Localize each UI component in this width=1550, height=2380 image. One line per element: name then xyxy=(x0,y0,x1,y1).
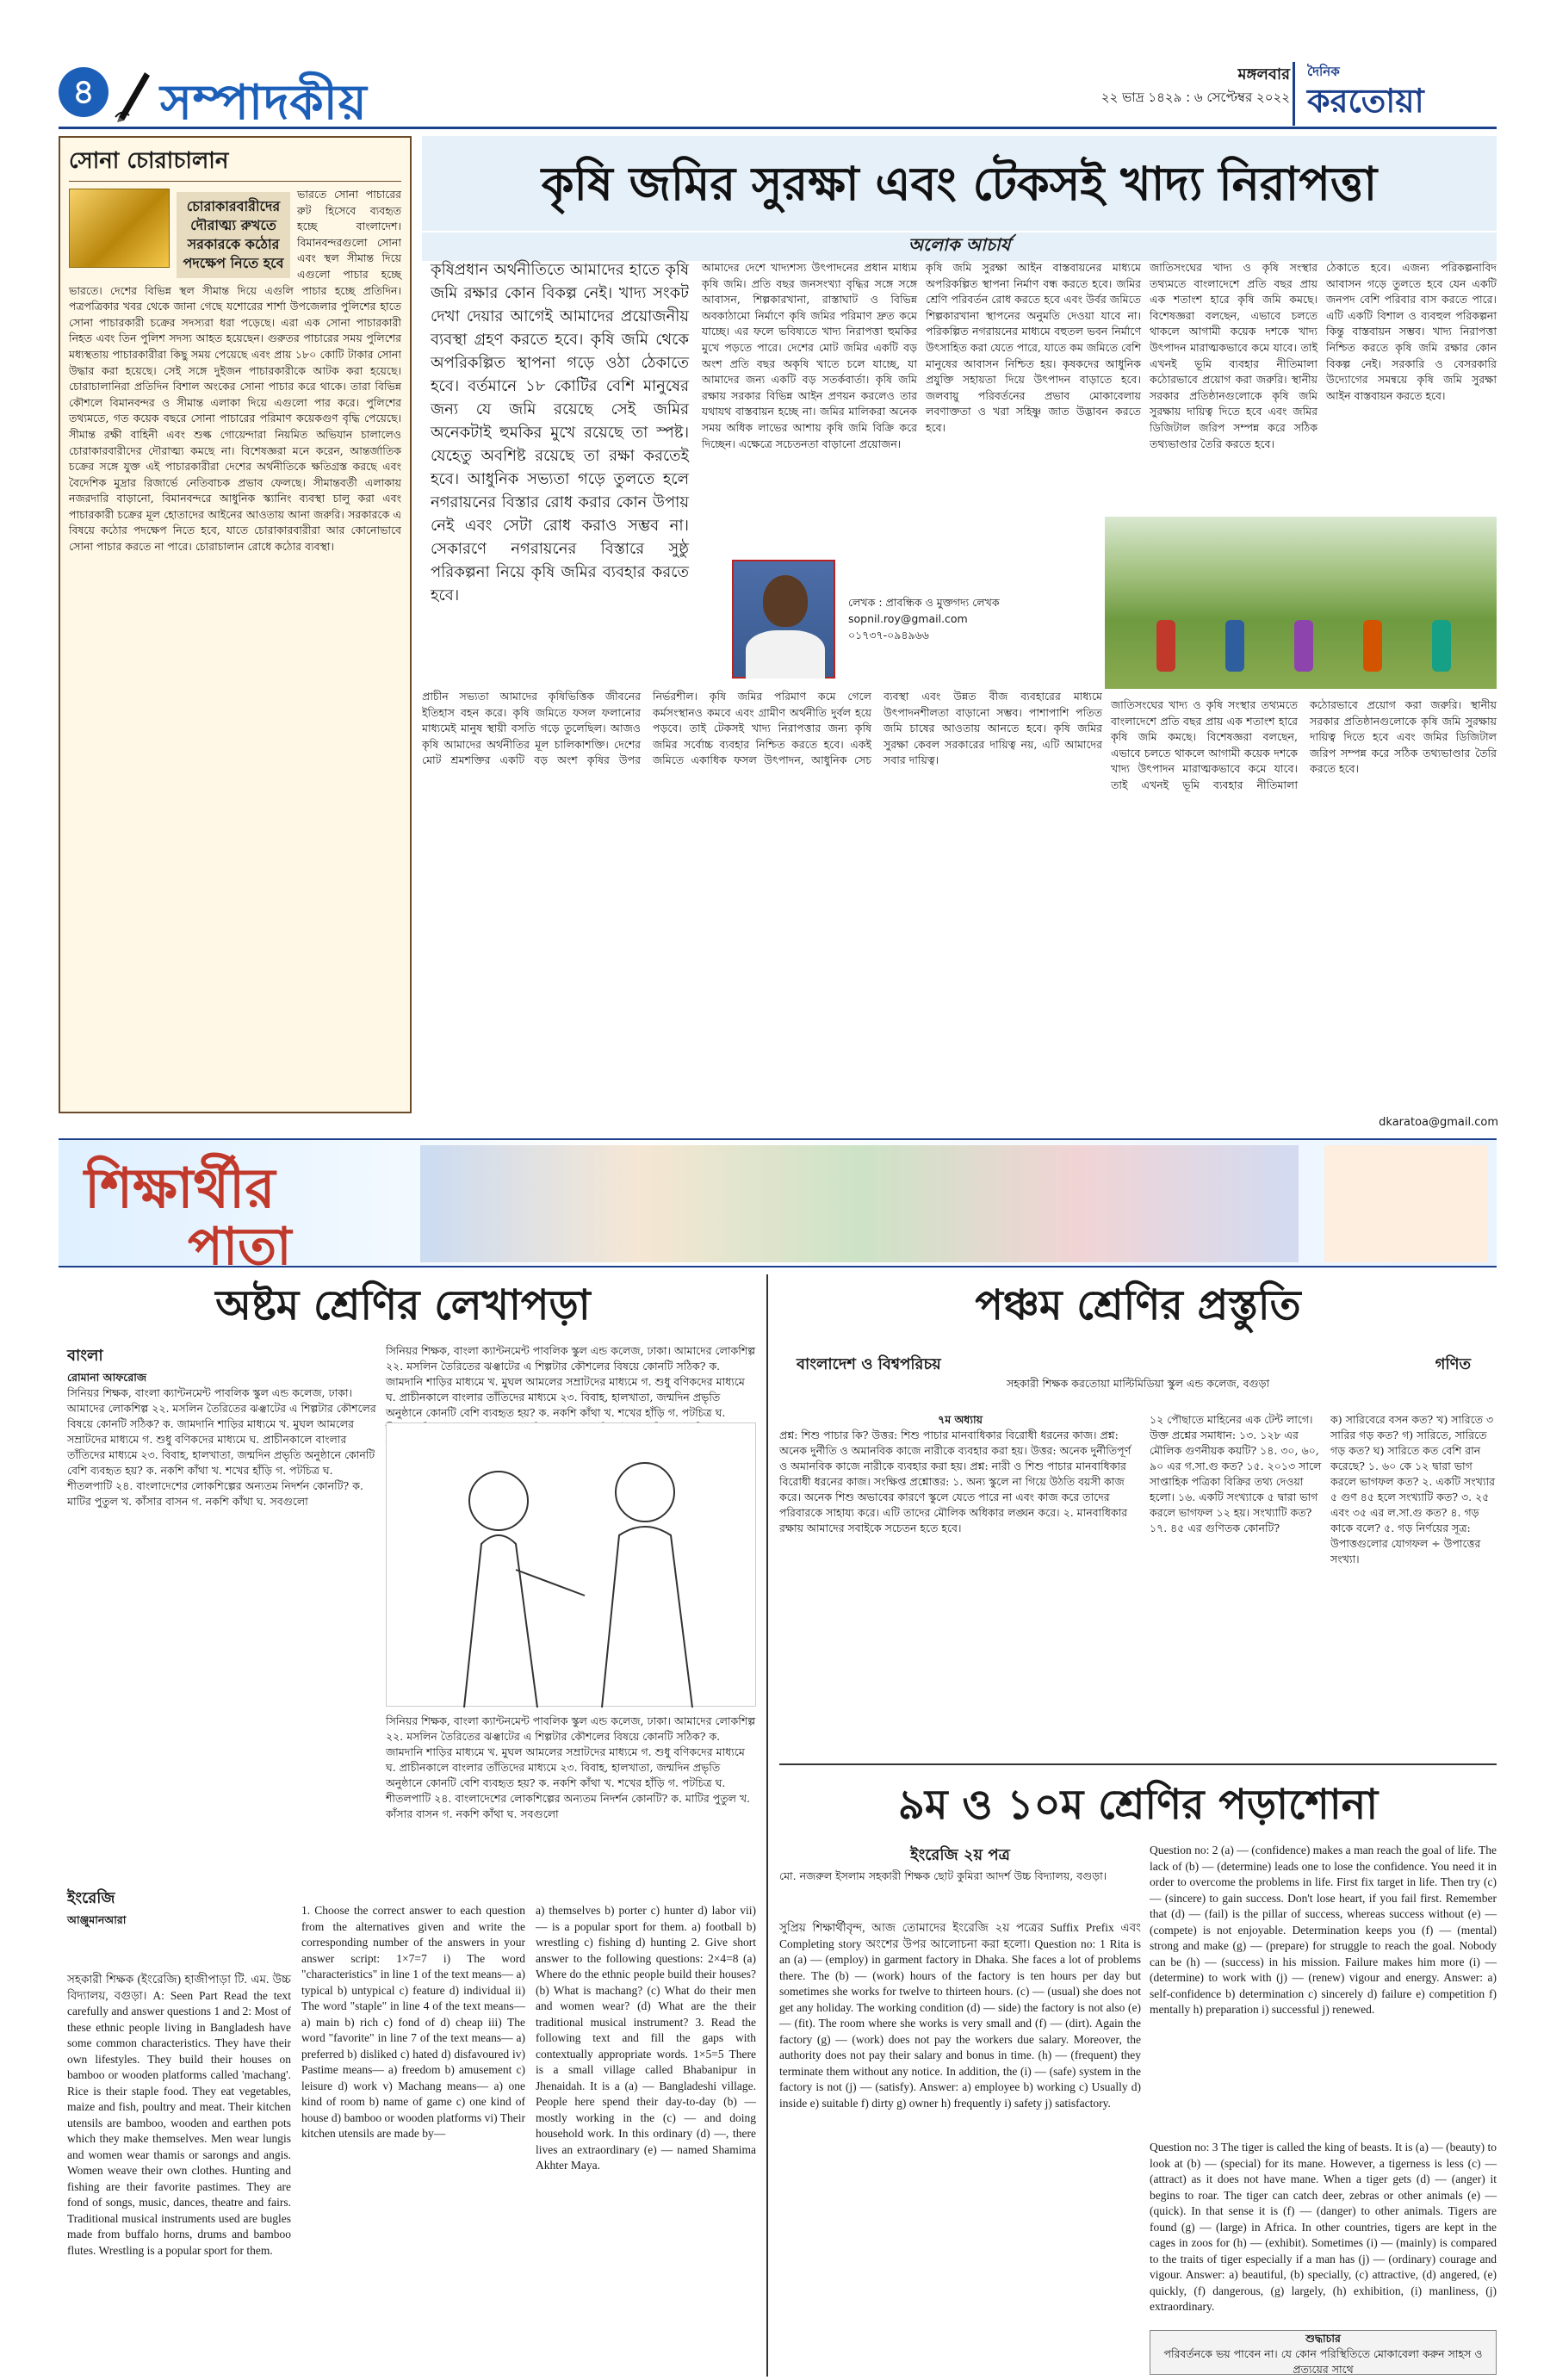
paper-tagline: দৈনিক xyxy=(1307,64,1340,79)
classroom-illustration xyxy=(386,1422,756,1707)
class8-english-header xyxy=(67,1886,291,1928)
page-email: dkaratoa@gmail.com xyxy=(1379,1116,1498,1129)
sidebar-body: ভারতে সোনা পাচারের রুট হিসেবে ব্যবহৃত হচ্ছে বাংলাদেশ। বিমানবন্দরগুলো সোনা এবং স্থল সীমান্ত দিয়ে এগুলো পাচার হচ্ছে ভারতে। দেশের বিভিন্ন স্থল সীমান্ত দিয়ে এগুলি পাচার হচ্ছে প্রতিদিন। পত্রপত্রিকার খবর থেকে জানা গেছে যশোরের শার্শা উপজেলার পুলিশের হাতে সোনা পাচারকারী চক্রের সদস্যরা ধরা পড়েছে। এরা এক সোনা পাচারকারী নিহত এবং তিন পুলিশ সদস্য আহত হয়েছেন। গুরুতর পাচারের সময় পুলিশের মধ্যস্থতায় পাচারকারীরা কিছু সময় পেয়েছে এবং প্রায় ১৮০ কোটি টাকার সোনা উদ্ধার করা হয়েছে। সেই সঙ্গে দুইজন পাচারকারীকে আটক করা হয়েছে। চোরাচালানিরা প্রতিদিন বিশাল অংকের সোনা পাচার করে থাকে। তারা বিভিন্ন কৌশলে বিমানবন্দর ও সীমান্ত এলাকা দিয়ে এগুলো পার করে। পুলিশের তথ্যমতে, গত কয়েক বছরে সোনা পাচারের পরিমাণ কয়েকগুণ বৃদ্ধি পেয়েছে। সীমান্ত রক্ষী বাহিনী এবং শুল্ক গোয়েন্দারা নিয়মিত অভিযান চালালেও চোরাকারবারীদের দৌরাত্ম্য কমছে না। বিশেষজ্ঞরা মনে করেন, আন্তর্জাতিক চক্রের সঙ্গে যুক্ত এই পাচারকারীরা দেশের অর্থনীতিকে ক্ষতিগ্রস্ত করছে এবং বৈদেশিক মুদ্রার রিজার্ভে নেতিবাচক প্রভাব ফেলছে। সীমান্তবর্তী এলাকায় নজরদারি বাড়ানো, বিমানবন্দরে আধুনিক স্ক্যানিং ব্যবস্থা চালু করা এবং পাচারকারী চক্রের মূল হোতাদের আইনের আওতায় আনা জরুরি। সরকারকে এ বিষয়ে কঠোর পদক্ষেপ নিতে হবে, যাতে চোরাকারবারীরা আর কোনোভাবে সোনা পাচার করতে না পারে। চোরাচালান রোধে কঠোর ব্যবস্থা। xyxy=(69,188,401,554)
date-line: ২২ ভাদ্র ১৪২৯ : ৬ সেপ্টেম্বর ২০২২ xyxy=(1100,90,1290,105)
article-col-1: আমাদের দেশে খাদ্যশস্য উৎপাদনের প্রধান মাধ্যম কৃষি জমি। প্রতি বছর জনসংখ্যা বৃদ্ধির সঙ্গে সঙ্গে আবাসন, শিল্পকারখানা, রাস্তাঘাট ও বিভিন্ন অবকাঠামো নির্মাণে কৃষি জমির পরিমাণ দ্রুত কমে যাচ্ছে। এর ফলে ভবিষ্যতে খাদ্য নিরাপত্তা হুমকির মুখে পড়তে পারে। দেশের মোট জমির একটি বড় অংশ প্রতি বছর অকৃষি খাতে চলে যাচ্ছে, যা আমাদের জন্য একটি বড় সতর্কবার্তা। কৃষি জমি রক্ষায় সরকার বিভিন্ন আইন প্রণয়ন করলেও তার যথাযথ বাস্তবায়ন হচ্ছে না। জমির মালিকরা অনেক সময় অধিক লাভের আশায় কৃষি জমি বিক্রি করে দিচ্ছেন। এক্ষেত্রে সচেতনতা বাড়ানো প্রয়োজন। xyxy=(702,261,917,450)
vertical-divider xyxy=(766,1274,768,2377)
footer-note-title: শুদ্ধাচার xyxy=(1305,2332,1341,2345)
paper-name: করতোয়া xyxy=(1307,81,1424,120)
class8-english-passage: সহকারী শিক্ষক (ইংরেজি) হাজীপাড়া টি. এম. উচ্চ বিদ্যালয়, বগুড়া। A: Seen Part Read the text carefully and answer questions 1 and 2: Most of these ethnic people living in Bangladesh have some common characteristics. They have their own lifestyles. They build their houses on bamboo or wooden platforms called 'machang'. Rice is their staple food. They eat vegetables, maize and fish, poultry and meat. Their kitchen utensils are bamboo, wooden and earthen pots which they make themselves. Men wear lungis and women wear thamis or sarongs and angis. Women weave their own clothes. Hunting and fishing are their favorite pastimes. They are fond of songs, music, dances, theatre and fairs. Traditional musical instruments used are bugles made from buffalo horns, drums and bamboo flutes. Wrestling is a popular sport for them. xyxy=(67,1973,291,2257)
class8-bangla-body: সিনিয়র শিক্ষক, বাংলা ক্যান্টনমেন্ট পাবলিক স্কুল এন্ড কলেজ, ঢাকা। আমাদের লোকশিল্প ২২. মসলিন তৈরিতের ঝঞ্ঝাটের এ শিল্পটার কৌশলের বিষয়ে কোনটি সঠিক? ক. জামদানি শাড়ির মাধ্যমে খ. মুঘল আমলের সম্রাটদের মাধ্যমে গ. শুধু বণিকদের মাধ্যমে ঘ. প্রাচীনকালে বাংলার তাঁতিদের মাধ্যমে ২৩. বিবাহ, হালখাতা, জন্মদিন প্রভৃতি অনুষ্ঠানে কোনটি বেশি ব্যবহৃত হয়? ক. নকশি কাঁথা খ. শখের হাঁড়ি গ. পটচিত্র ঘ. শীতলপাটি ২৪. বাংলাদেশের লোকশিল্পের অন্যতম নিদর্শন কোনটি? ক. মাটির পুতুল খ. কাঁসার বাসন গ. নকশি কাঁথা ঘ. সবগুলো xyxy=(67,1386,376,1508)
editorial-sidebar xyxy=(59,136,412,1113)
banner-title-1: শিক্ষার্থীর xyxy=(84,1156,276,1221)
byline-phone: ০১৭৩৭-০৯৪৯৬৬ xyxy=(848,629,929,641)
class9-question-1: সুপ্রিয় শিক্ষার্থীবৃন্দ, আজ তোমাদের ইংরেজি ২য় পত্রের Suffix Prefix এবং Completing story অংশের উপর আলোচনা করা হলো। Question no: 1 Rita is an (a) — (employ) in garment factory in Dhaka. She faces a lot of problems there. The (b) — (work) hours of the factory is ten hours per day but sometimes she works for twelve to thirteen hours. (c) — (usual) she does not get any holiday. The working condition (d) — side) the factory is not also (e) — (fit). The room where she works is very small and (f) — (dirt). Again the factory (g) — (work) does not pay the workers due salary. Moreover, the authority does not pay their salary and bonus in time. (h) — (frequent) they terminate them without any notice. In addition, the (i) — (safe) system in the factory is not (j) — (satisfy). Answer: a) employee b) working c) Usually d) inside e) suitable f) dirty g) owner h) frequently i) safety j) satisfactory. xyxy=(779,1921,1141,2110)
class5-teacher: সহকারী শিক্ষক করতোয়া মাল্টিমিডিয়া স্কুল এন্ড কলেজ, বগুড়া xyxy=(1006,1377,1270,1390)
article-intro: কৃষিপ্রধান অর্থনীতিতে আমাদের হাতে কৃষি জমি রক্ষার কোন বিকল্প নেই। খাদ্য সংকট দেখা দেয়ার আগেই আমাদের প্রয়োজনীয় ব্যবস্থা গ্রহণ করতে হবে। কৃষি জমি থেকে অপরিকল্পিত স্থাপনা গড়ে ওঠা ঠেকাতে হবে। বর্তমানে ১৮ কোটির বেশি মানুষের জন্য যে জমি রয়েছে সেই জমির অনেকটাই হুমকির মুখে রয়েছে তা স্পষ্ট। যেহেতু অবশিষ্ট রয়েছে তা রক্ষা করতেই হবে। আধুনিক সভ্যতা গড়ে তুলতে হলে নগরায়নের বিস্তার রোধ করার কোন উপায় নেই এবং সেটা রোধ করাও সম্ভব না। সেকারণে নগরায়নের বিস্তারে সুষ্ঠু পরিকল্পনা নিয়ে কৃষি জমির ব্যবহার করতে হবে। xyxy=(431,261,689,604)
footer-note-text: পরিবর্তনকে ভয় পাবেন না। যে কোন পরিস্থিতিতে মোকাবেলা করুন সাহস ও প্রত্যয়ের সাথে xyxy=(1163,2347,1483,2376)
class8-subject-bangla: বাংলা xyxy=(67,1347,103,1365)
class9-question-2: Question no: 2 (a) — (confidence) makes a man reach the goal of life. The lack of (b) — (determine) leads one to lose the confidence. You need it in order to overcome the problems in life. First fix target in life. Then try (c) — (sincere) to gain success. Don't lose heart, if you fail first. Remember that (d) — (fail) is the pillar of success, whereas success without (e) — (compete) is not enjoyable. Determination keeps you (f) — (mental) strong and make (g) — (prepare) for struggle to reach the goal. Nobody can be (h) — (success) in his mission. Failure makes him more (i) — (determine) to work with (j) — (renew) vigour and energy. Answer: a) self-confidence b) determination c) sincerely d) failure e) competition f) mentally h) preparation i) successful j) renewed. xyxy=(1150,1844,1497,2016)
class5-subject-math: গণিত xyxy=(1435,1355,1471,1373)
class9-teacher: মো. নজরুল ইসলাম সহকারী শিক্ষক ছোট কুমিরা আদর্শ উচ্চ বিদ্যালয়, বগুড়া। xyxy=(779,1869,1107,1882)
class8-teacher-bangla: রোমানা আফরোজ xyxy=(67,1371,146,1384)
class5-bgs-body xyxy=(779,1412,1141,1757)
class8-teacher-english: আঞ্জুমানআরা xyxy=(67,1913,127,1926)
students-photo-strip xyxy=(420,1145,1299,1262)
byline-role: লেখক : প্রাবন্ধিক ও মুক্তগদ্য লেখক xyxy=(848,596,1000,609)
article-col-3: জাতিসংঘের খাদ্য ও কৃষি সংস্থার তথ্যমতে বাংলাদেশে প্রতি বছর প্রায় এক শতাংশ হারে কৃষি জমি কমছে। বিশেষজ্ঞরা বলছেন, এভাবে চলতে থাকলে আগামী কয়েক দশকে খাদ্য উৎপাদন মারাত্মকভাবে কমে যাবে। তাই এখনই ভূমি ব্যবহার নীতিমালা কঠোরভাবে প্রয়োগ করা জরুরি। স্থানীয় সরকার প্রতিষ্ঠানগুলোকে কৃষি জমি সুরক্ষায় দায়িত্ব দিতে হবে এবং জমির ডিজিটাল জরিপ সম্পন্ন করে সঠিক তথ্যভাণ্ডার তৈরি করতে হবে। xyxy=(1150,261,1318,450)
teacher-clipart xyxy=(1324,1145,1488,1262)
masthead xyxy=(59,62,1497,129)
article-lower-text-2: জাতিসংঘের খাদ্য ও কৃষি সংস্থার তথ্যমতে বাংলাদেশে প্রতি বছর প্রায় এক শতাংশ হারে কৃষি জমি কমছে। বিশেষজ্ঞরা বলছেন, এভাবে চলতে থাকলে আগামী কয়েক দশকে খাদ্য উৎপাদন মারাত্মকভাবে কমে যাবে। তাই এখনই ভূমি ব্যবহার নীতিমালা কঠোরভাবে প্রয়োগ করা জরুরি। স্থানীয় সরকার প্রতিষ্ঠানগুলোকে কৃষি জমি সুরক্ষায় দায়িত্ব দিতে হবে এবং জমির ডিজিটাল জরিপ সম্পন্ন করে সঠিক তথ্যভাণ্ডার তৈরি করতে হবে। xyxy=(1111,698,1497,791)
pen-icon xyxy=(112,65,155,122)
sidebar-pull-quote: চোরাকারবারীদের দৌরাত্ম্য রুখতে সরকারকে কঠোর পদক্ষেপ নিতে হবে xyxy=(177,192,290,278)
article-headline: কৃষি জমির সুরক্ষা এবং টেকসই খাদ্য নিরাপত্তা xyxy=(422,136,1497,231)
class5-chapter: ৭ম অধ্যায় xyxy=(938,1413,983,1426)
class9-subject: ইংরেজি ২য় পত্র xyxy=(910,1846,1010,1864)
author-photo xyxy=(732,560,835,679)
author-byline xyxy=(848,594,1072,643)
sidebar-title: সোনা চোরাচালান xyxy=(69,143,401,182)
class5-subjects xyxy=(779,1352,1497,1374)
class8-bangla-col xyxy=(67,1343,377,1509)
class5-title: পঞ্চম শ্রেণির প্রস্তুতি xyxy=(975,1281,1301,1329)
class8-title: অষ্টম শ্রেণির লেখাপড়া xyxy=(215,1281,591,1329)
weekday: মঙ্গলবার xyxy=(1237,65,1290,84)
issue-date xyxy=(1101,64,1290,108)
page-number: ৪ xyxy=(59,67,108,117)
article-col-4: ঠেকাতে হবে। এজন্য পরিকল্পনাবিদ আবাসন গড়ে তুলতে হবে যেন একটি জনপদ বেশি পরিবার বাস করতে পারে। এটি একটি বিশাল ও ব্যবহুল পরিকল্পনা কিন্তু বাস্তবায়ন সম্ভব। খাদ্য নিরাপত্তা নিশ্চিত করতে কৃষি জমি রক্ষার কোন বিকল্প নেই। সরকারি ও বেসরকারি উদ্যোগের সমন্বয়ে কৃষি জমি সুরক্ষা আইন বাস্তবায়ন করতে হবে। xyxy=(1326,261,1497,402)
class8-english-questions-2: a) themselves b) porter c) hunter d) labor vii) — is a popular sport for them. a) football b) wrestling c) fishing d) hunting 2. Give short answer to the following questions: 2×4=8 (a) Where do the ethnic people build their houses? (b) What is machang? (c) What do their men and women wear? (d) What are the their traditional musical instrument? 3. Read the following text and fill the gaps with contextually appropriate words. 1×5=5 There is a small village called Bhabanipur in Jhenaidah. It is a (a) — Bangladeshi village. People here spend their day-to-day (b) — mostly working in the (c) — and doing household work. In this ordinary (d) —, there lives an extraordinary (e) — named Shamima Akhter Maya. xyxy=(536,1904,756,2172)
banner-title-2: পাতা xyxy=(188,1217,292,1277)
article-col-2: কৃষি জমি সুরক্ষা আইন বাস্তবায়নের মাধ্যমে অপরিকল্পিত স্থাপনা নির্মাণ বন্ধ করতে হবে। জমির শ্রেণি পরিবর্তন রোধ করতে হবে এবং উর্বর জমিতে শিল্পকারখানা স্থাপনের অনুমতি দেওয়া যাবে না। পরিকল্পিত নগরায়নের মাধ্যমে বহুতল ভবন নির্মাণে উৎসাহিত করা যেতে পারে, যাতে কম জমিতে বেশি মানুষের আবাসন নিশ্চিত হয়। কৃষকদের আধুনিক প্রযুক্তি সহায়তা দিয়ে উৎপাদন বাড়াতে হবে। জলবায়ু পরিবর্তনের প্রভাব মোকাবেলায় লবণাক্ততা ও খরা সহিষ্ণু জাত উদ্ভাবন করতে হবে। xyxy=(926,261,1141,434)
class9-question-3: Question no: 3 The tiger is called the king of beasts. It is (a) — (beauty) to look at (b) — (special) for its mane. However, a tigerness is less (c) — (attract) as it does not have mane. When a tiger gets (d) — (anger) it begins to roar. The tiger can catch deer, zebras or other animals (e) — (quick). In that sense it is (f) — (danger) to other animals. Tigers are found (g) — (large) in Africa. In other countries, tigers are kept in the cages in zoos for (h) — (exhibit). Sometimes (i) — (mainly) is compared to the traits of tiger especially if a man has (j) — (ordinary) courage and vigour. Answer: a) beautiful, (b) specially, (c) attractive, (d) angered, (e) quickly, (f) dangerous, (g) largely, (h) exhibition, (i) manliness, (j) extraordinary. xyxy=(1150,2141,1497,2313)
class8-mcq-col: সিনিয়র শিক্ষক, বাংলা ক্যান্টনমেন্ট পাবলিক স্কুল এন্ড কলেজ, ঢাকা। আমাদের লোকশিল্প ২২. মসলিন তৈরিতের ঝঞ্ঝাটের এ শিল্পটার কৌশলের বিষয়ে কোনটি সঠিক? ক. জামদানি শাড়ির মাধ্যমে খ. মুঘল আমলের সম্রাটদের মাধ্যমে গ. শুধু বণিকদের মাধ্যমে ঘ. প্রাচীনকালে বাংলার তাঁতিদের মাধ্যমে ২৩. বিবাহ, হালখাতা, জন্মদিন প্রভৃতি অনুষ্ঠানে কোনটি বেশি ব্যবহৃত হয়? ক. নকশি কাঁথা খ. শখের হাঁড়ি গ. পটচিত্র ঘ. শীতলপাটি ২৪. বাংলাদেশের লোকশিল্পের অন্যতম নিদর্শন কোনটি? ক. মাটির পুতুল খ. কাঁসার বাসন গ. নকশি কাঁথা ঘ. সবগুলো xyxy=(386,1714,756,1820)
horizontal-divider xyxy=(779,1763,1497,1765)
class5-subject-bgs: বাংলাদেশ ও বিশ্বপরিচয় xyxy=(797,1355,941,1373)
paper-logo xyxy=(1293,62,1497,126)
class9-title: ৯ম ও ১০ম শ্রেণির পড়াশোনা xyxy=(897,1781,1379,1829)
farmers-photo xyxy=(1105,517,1497,689)
gold-bars-image xyxy=(69,189,170,268)
class8-english-questions: 1. Choose the correct answer to each question from the alternatives given and write the corresponding number of the answers in your answer script: 1×7=7 i) The word "characteristics" in line 1 of the text means— a) typical b) untypical c) feature d) individual ii) The word "staple" in line 4 of the text means— a) main b) rich c) fond of d) cheap iii) The word "favorite" in line 7 of the text means— a) preferred b) disliked c) hated d) disfavoured iv) Pastime means— a) freedom b) amusement c) leisure d) work v) Machang means— a) one kind of room b) name of game c) one kind of house d) bamboo or wooden platforms vi) Their kitchen utensils are made by— xyxy=(301,1904,525,2140)
class5-math-body-1: ১২ পৌছাতে মাহিনের এক টেন্ট লাগে। উক্ত প্রশ্নের সমাধান: ১৩. ১২৮ এর মৌলিক গুণনীয়ক কয়টি? ১৪. ৩০, ৬০, ৯০ এর গ.সা.গু কত? ১৫. ২০১৩ সালে সাপ্তাহিক পত্রিকা বিক্রির তথ্য দেওয়া হলো। ১৬. একটি সংখ্যাকে ৫ দ্বারা ভাগ করলে ভাগফল ১২ হয়। সংখ্যাটি কত? ১৭. ৪৫ এর গুণিতক কোনটি? xyxy=(1150,1413,1322,1534)
section-title: সম্পাদকীয় xyxy=(160,74,368,131)
article-author: অলোক আচার্য xyxy=(422,232,1497,261)
footer-note-box xyxy=(1150,2330,1497,2375)
byline-email: sopnil.roy@gmail.com xyxy=(848,612,968,625)
class5-bgs-text: প্রশ্ন: শিশু পাচার কি? উত্তর: শিশু পাচার মানবাধিকার বিরোধী ধরনের কাজ। প্রশ্ন: অনেক দুর্নীতি ও অমানবিক কাজে নারীকে ব্যবহার করা হয়। উত্তর: অনেক দুর্নীতিপূর্ণ ও অমানবিক কাজে নারীকে ব্যবহার করা হয়। প্রশ্ন: নারী ও শিশু পাচার মানবাধিকার বিরোধী ধরনের কাজ। সংক্ষিপ্ত প্রশ্নোত্তর: ১. অন্য স্কুলে না গিয়ে উঠতি বয়সী কাজ করে। অনেক শিশু অভাবের কারণে স্কুলে যেতে পারে না এবং কাজ করে তাদের পরিবারকে সাহায্য করে। এটি তাদের মৌলিক অধিকার লঙ্ঘন করে। ২. মানবাধিকার রক্ষায় আমাদের সবাইকে সচেতন হতে হবে। xyxy=(779,1429,1132,1534)
teacher-student-drawing xyxy=(387,1423,757,1708)
article-lower-text: প্রাচীন সভ্যতা আমাদের কৃষিভিত্তিক জীবনের ইতিহাস বহন করে। কৃষি জমিতে ফসল ফলানোর মাধ্যমেই মানুষ স্থায়ী বসতি গড়ে তুলেছিল। আজও কৃষি আমাদের অর্থনীতির মূল চালিকাশক্তি। দেশের মোট শ্রমশক্তির একটি বড় অংশ কৃষির উপর নির্ভরশীল। কৃষি জমির পরিমাণ কমে গেলে কর্মসংস্থানও কমবে এবং গ্রামীণ অর্থনীতি দুর্বল হয়ে পড়বে। তাই টেকসই খাদ্য নিরাপত্তার জন্য কৃষি জমির সর্বোচ্চ ব্যবহার নিশ্চিত করতে হবে। একই জমিতে একাধিক ফসল উৎপাদন, আধুনিক সেচ ব্যবস্থা এবং উন্নত বীজ ব্যবহারের মাধ্যমে উৎপাদনশীলতা বাড়ানো সম্ভব। পাশাপাশি পতিত জমি চাষের আওতায় আনতে হবে। কৃষি জমির সুরক্ষা কেবল সরকারের দায়িত্ব নয়, এটি আমাদের সবার দায়িত্ব। xyxy=(422,690,1102,767)
class8-bangla-col-2: সিনিয়র শিক্ষক, বাংলা ক্যান্টনমেন্ট পাবলিক স্কুল এন্ড কলেজ, ঢাকা। আমাদের লোকশিল্প ২২. মসলিন তৈরিতের ঝঞ্ঝাটের এ শিল্পটার কৌশলের বিষয়ে কোনটি সঠিক? ক. জামদানি শাড়ির মাধ্যমে খ. মুঘল আমলের সম্রাটদের মাধ্যমে গ. শুধু বণিকদের মাধ্যমে ঘ. প্রাচীনকালে বাংলার তাঁতিদের মাধ্যমে ২৩. বিবাহ, হালখাতা, জন্মদিন প্রভৃতি অনুষ্ঠানে কোনটি বেশি ব্যবহৃত হয়? ক. নকশি কাঁথা খ. শখের হাঁড়ি গ. পটচিত্র ঘ. xyxy=(386,1344,756,1419)
class8-subject-english: ইংরেজি xyxy=(67,1889,115,1907)
class5-math-body-2: ক) সারিবেরে বসন কত? খ) সারিতে ৩ সারির গড় কত? গ) সারিতে, সারিতে গড় কত? ঘ) সারিতে কত বেশি রান করেছে? ১. ৬০ কে ১২ দ্বারা ভাগ করলে ভাগফল কত? ২. একটি সংখ্যার ৫ গুণ ৪৫ হলে সংখ্যাটি কত? ৩. ২৫ এবং ৩৫ এর ল.সা.গু কত? ৪. গড় কাকে বলে? ৫. গড় নির্ণয়ের সূত্র: উপাত্তগুলোর যোগফল ÷ উপাত্তের সংখ্যা। xyxy=(1330,1413,1495,1565)
students-page-banner xyxy=(59,1138,1497,1277)
